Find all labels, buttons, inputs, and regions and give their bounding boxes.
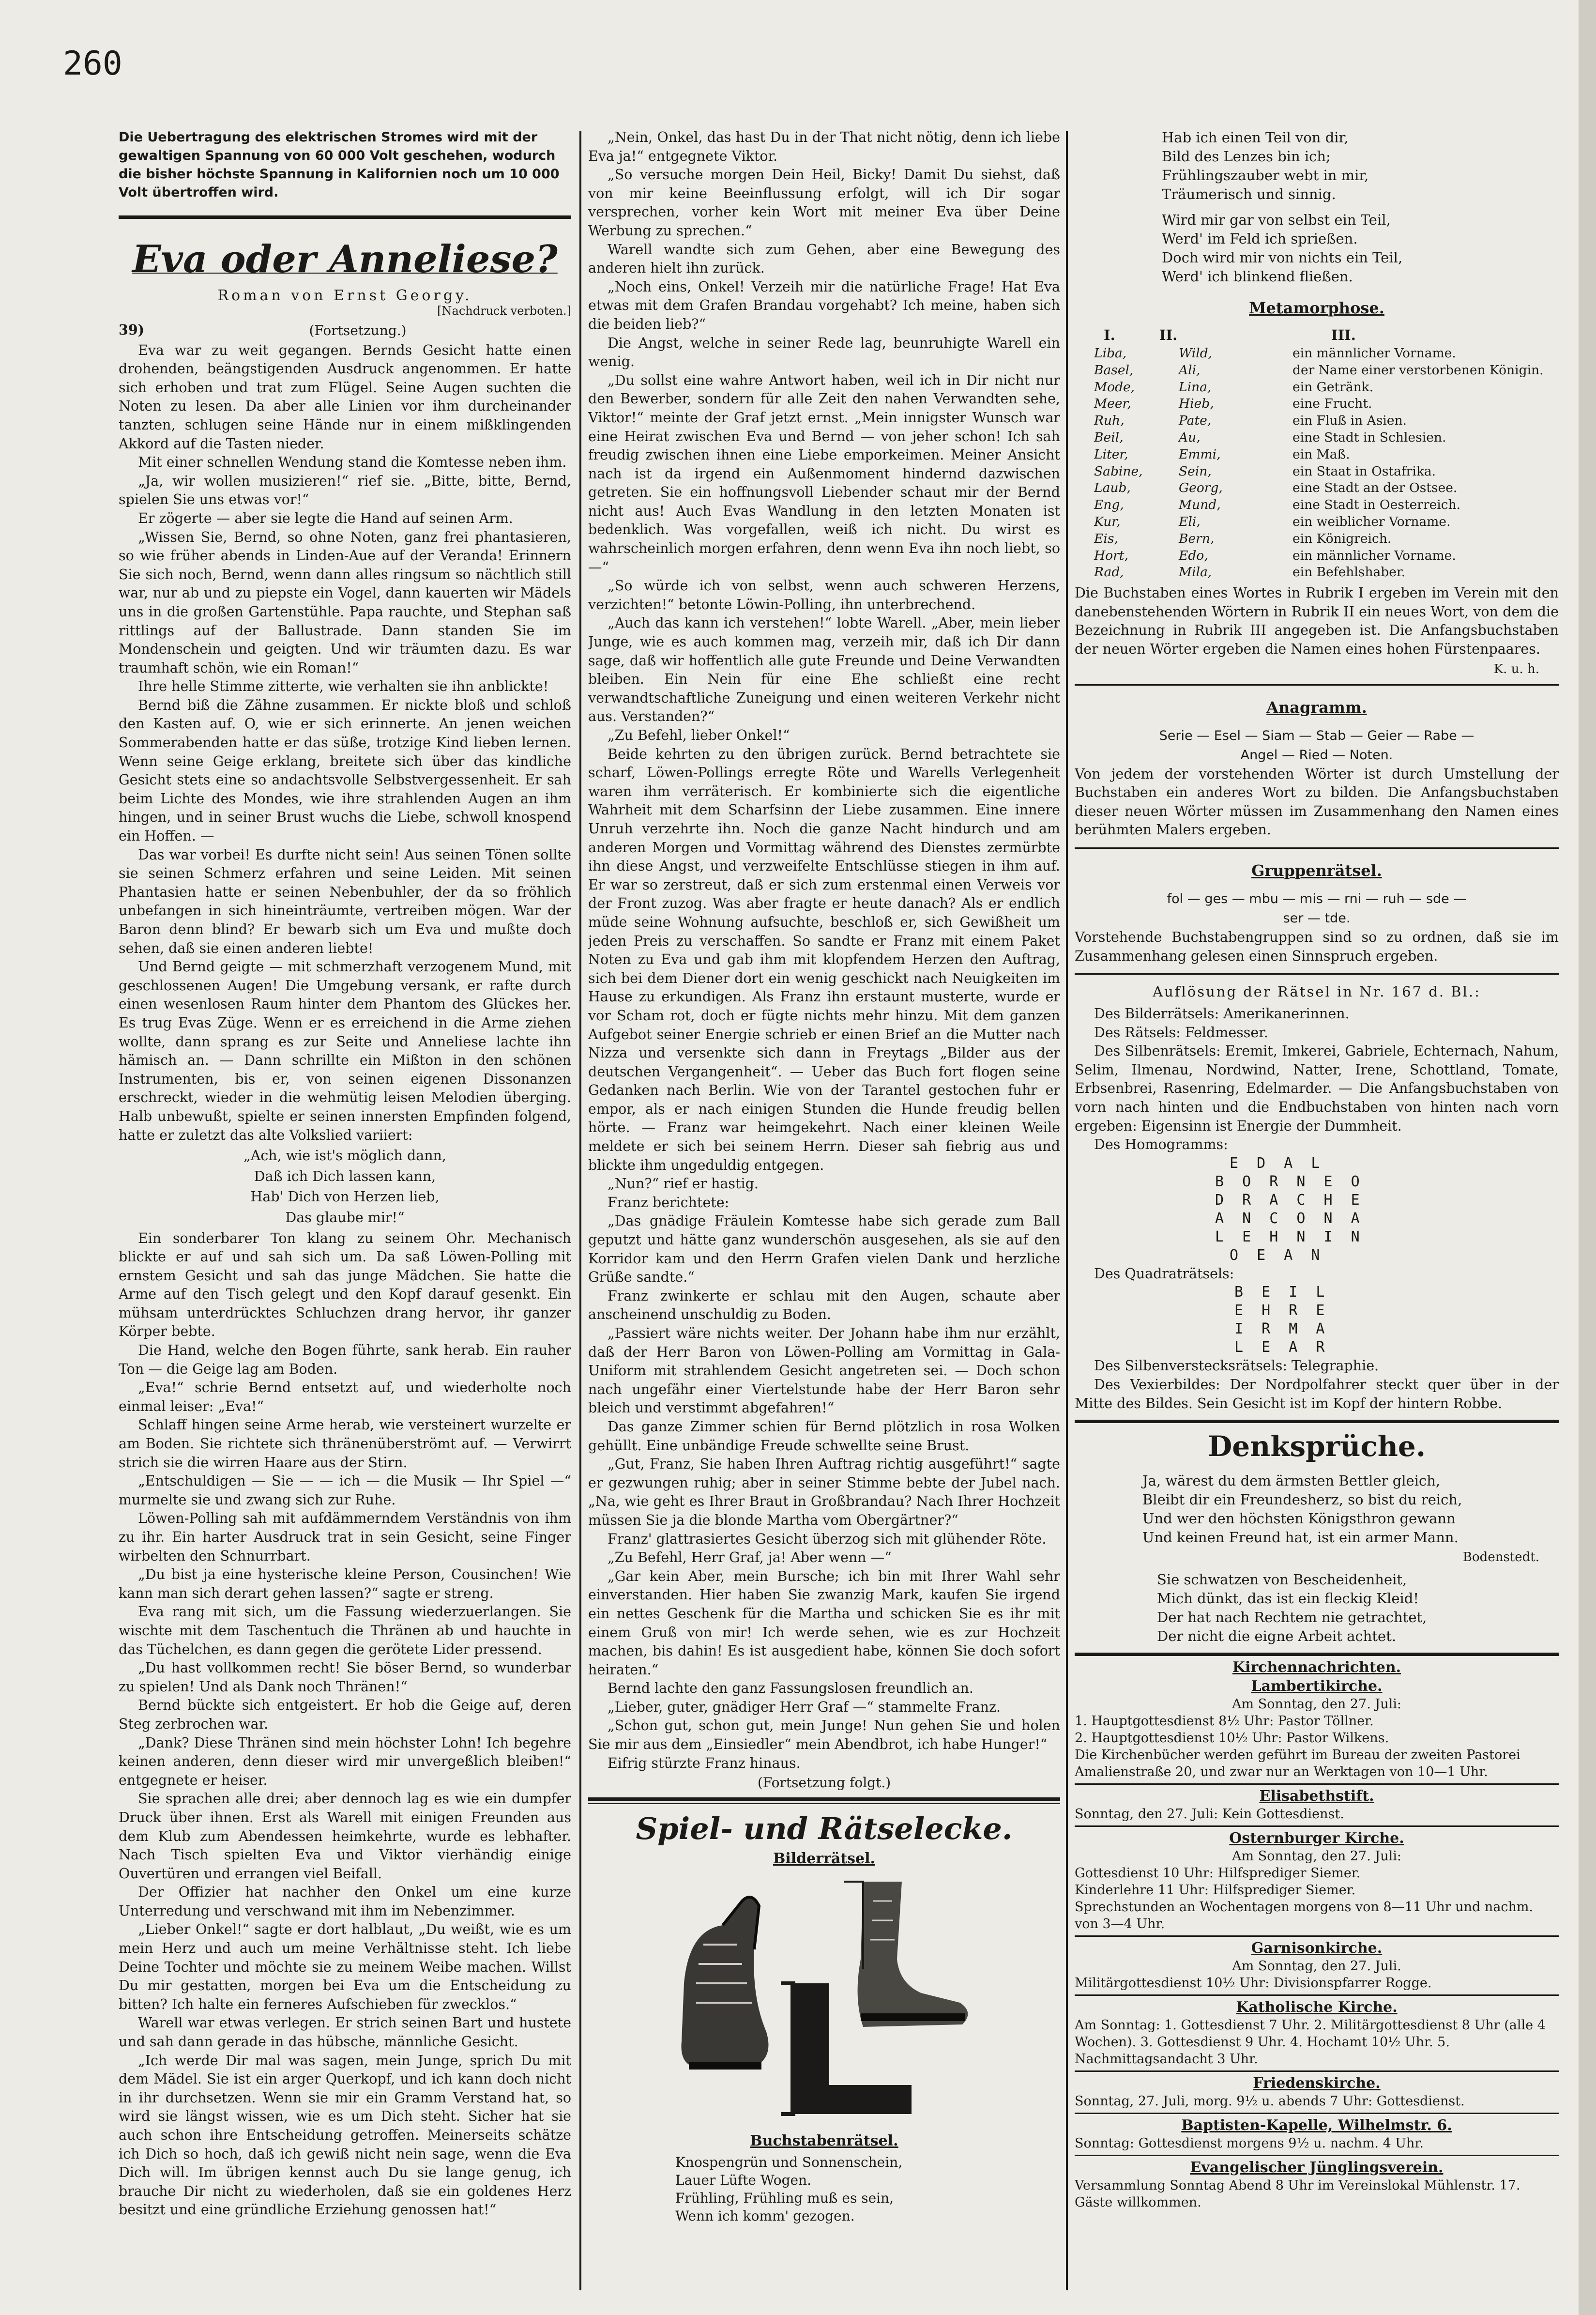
group-instructions: Vorstehende Buchstabengruppen sind so zu ordnen, daß sie im Zusammenhang gelesen einen Sinnspruch ergeben. — [1075, 929, 1559, 964]
group-letters: ser — tde. — [1283, 910, 1351, 926]
divider — [1075, 973, 1559, 975]
story-paragraph: „Das gnädige Fräulein Komtesse habe sich gerade zum Ball geputzt und hätte ganz wunderschön ausgesehen, als sie auf den Korridor kam und den Herrn Grafen vielen Dank und herzliche Grüße sandte.“ — [588, 1213, 1060, 1286]
metamorphose-row — [1075, 497, 1559, 514]
metamorphose-cell: Mila, — [1179, 565, 1212, 580]
folk-song-line: Daß ich Dich lassen kann, — [254, 1168, 436, 1184]
solutions — [1075, 1005, 1559, 1413]
metamorphose-cell: Meer, — [1094, 396, 1131, 412]
grid-row: E H R E — [1234, 1302, 1330, 1319]
column-2 — [588, 128, 1060, 2293]
story-paragraph: „Schon gut, schon gut, mein Junge! Nun gehen Sie und holen Sie mir aus dem „Einsiedler“ mein Abendbrot, ich habe Hunger!“ — [588, 1717, 1060, 1753]
story-paragraph: Er zögerte — aber sie legte die Hand auf seinen Arm. — [138, 510, 513, 526]
metamorphose-cell: Basel, — [1094, 362, 1134, 378]
solution-item: Des Homogramms: — [1094, 1136, 1228, 1153]
metamorphose-cell: Wild, — [1179, 346, 1213, 361]
column-3 — [1075, 128, 1559, 2293]
story-paragraph: „So versuche morgen Dein Heil, Bicky! Damit Du siehst, daß von mir keine Beeinflussung erfolgt, will ich Dir sogar versprechen, vorher kein Wort mit meiner Eva über Deine Werbung zu sprechen.“ — [588, 167, 1060, 239]
grid-row: O E A N — [1230, 1246, 1325, 1264]
church-name: Katholische Kirche. — [1236, 1999, 1398, 2016]
verse-line: Knospengrün und Sonnenschein, — [675, 2154, 903, 2170]
metamorphose-row — [1075, 429, 1559, 446]
metamorphose-cell: ein Getränk. — [1292, 379, 1374, 395]
metamorphose-cell: Laub, — [1094, 480, 1131, 496]
anagram-title: Anagramm. — [1266, 698, 1367, 717]
saying-line: Sie schwatzen von Bescheidenheit, — [1157, 1571, 1407, 1588]
saying-line: Mich dünkt, das ist ein fleckig Kleid! — [1157, 1590, 1419, 1607]
installment-number: 39) — [119, 322, 145, 338]
metamorphose-cell: ein weiblicher Vorname. — [1292, 514, 1451, 529]
story-byline: Roman von Ernst Georgy. — [217, 287, 472, 304]
story-paragraph: Bernd bückte sich entgeistert. Er hob die Geige auf, deren Steg zerbrochen war. — [119, 1697, 571, 1732]
story-paragraph: Bernd biß die Zähne zusammen. Er nickte bloß und schloß den Kasten auf. O, wie er sich erinnerte. An jenen weichen Sommerabenden hatte er das süße, trotzige Kind lieben lernen. Wenn seine Geige erklang, breitete sich über das kindliche Gesicht stets eine so andachtsvolle Selbstvergessenheit. Er sah beim Lichte des Mondes, wie ihre strahlenden Augen an ihm hingen, und in seiner Brust wuchs die Liebe, schwoll knospend ein Hoffen. — — [119, 697, 571, 844]
metamorphose-cell: Emmi, — [1179, 446, 1221, 462]
anagram-words: Angel — Ried — Noten. — [1240, 747, 1393, 763]
reprint-notice: [Nachdruck verboten.] — [437, 304, 571, 318]
metamorphose-cell: Hieb, — [1179, 396, 1214, 412]
church-service-line: Sprechstunden an Wochentagen morgens von 8—11 Uhr und nachm. von 3—4 Uhr. — [1075, 1900, 1534, 1932]
metamorphose-cell: Beil, — [1094, 429, 1124, 445]
story-paragraph: „Gut, Franz, Sie haben Ihren Auftrag richtig ausgeführt!“ sagte er gezwungen ruhig; aber in seiner Stimme bebte der Jubel nach. „Na, wie geht es Ihrer Braut in Großbrandau? Nach Ihrer Hochzeit müssen Sie ja die blonde Martha vom Obergärtner?“ — [588, 1456, 1060, 1528]
column-rule — [1066, 131, 1068, 2290]
church-service-line: Kinderlehre 11 Uhr: Hilfsprediger Siemer. — [1075, 1883, 1356, 1898]
metamorphose-title: Metamorphose. — [1249, 299, 1384, 317]
saying-1 — [1142, 1472, 1559, 1547]
metamorphose-cell: Sabine, — [1094, 463, 1143, 479]
story-text-continued — [588, 128, 1060, 1793]
metamorphose-cell: ein männlicher Vorname. — [1292, 548, 1456, 563]
poem-line: Doch wird mir von nichts ein Teil, — [1162, 249, 1403, 266]
saying-line: Bleibt dir ein Freundesherz, so bist du reich, — [1142, 1491, 1462, 1508]
grid-row: L E H N I N — [1215, 1228, 1365, 1245]
metamorphose-cell: Georg, — [1179, 480, 1223, 496]
divider — [1075, 2155, 1559, 2156]
story-paragraph: „Lieber, guter, gnädiger Herr Graf —“ stammelte Franz. — [608, 1699, 1001, 1715]
saying-author: Bodenstedt. — [1462, 1550, 1539, 1565]
church-service-line: Sonntag, 27. Juli, morg. 9½ u. abends 7 Uhr: Gottesdienst. — [1075, 2094, 1465, 2109]
signature: K. u. h. — [1493, 661, 1539, 676]
story-paragraph: „Eva!“ schrie Bernd entsetzt auf, und wiederholte noch einmal leiser: „Eva!“ — [119, 1380, 571, 1414]
divider — [1075, 1935, 1559, 1937]
poem-line: Werd' im Feld ich sprießen. — [1162, 230, 1358, 247]
column-1 — [119, 128, 571, 2293]
story-paragraph: „Ich werde Dir mal was sagen, mein Junge, sprich Du mit dem Mädel. Sie ist ein arger Querkopf, und ich kann doch nicht in ihr durchsetzen. Wenn sie mir ein Gramm Verstand hat, so wird sie längst wissen, wie es um Dich steht. Sicher hat sie auch schon ihre Entscheidung getroffen. Meinerseits schätze ich Dich so hoch, daß ich gewiß nicht nein sage, wenn die Eva Dich will. Im übrigen kennst auch Du sie lange genug, ich brauche Dir nicht zu wiederholen, daß sie ein goldenes Herz besitzt und eine gründliche Erziehung genossen hat!“ — [119, 2052, 571, 2218]
church-name: Garnisonkirche. — [1251, 1940, 1383, 1957]
story-paragraph: Ihre helle Stimme zitterte, wie verhalten sie ihn anblickte! — [138, 678, 549, 695]
story-paragraph: Eva rang mit sich, um die Fassung wiederzuerlangen. Sie wischte mit dem Taschentuch die Thränen ab und hauchte in das Tüchelchen, es dann gegen die gerötete Lider pressend. — [119, 1604, 571, 1657]
metamorphose-cell: Eng, — [1094, 497, 1124, 513]
story-paragraph: Franz' glattrasiertes Gesicht überzog sich mit glühender Röte. — [608, 1531, 1047, 1547]
sayings-title: Denksprüche. — [1207, 1430, 1426, 1463]
church-service-line: 2. Hauptgottesdienst 10½ Uhr: Pastor Wilkens. — [1075, 1731, 1389, 1746]
church-service-line: Die Kirchenbücher werden geführt im Bureau der zweiten Pastorei Amalienstraße 20, und zwar nur an Werktagen von 10—1 Uhr. — [1075, 1748, 1520, 1780]
story-paragraph: Mit einer schnellen Wendung stand die Komtesse neben ihm. — [138, 454, 567, 471]
metamorphose-instructions: Die Buchstaben eines Wortes in Rubrik I ergeben im Verein mit den danebenstehenden Wörtern in Rubrik II ein neues Wort, von dem die Bezeichnung in Rubrik III angegeben ist. Die Anfangsbuchstaben der neuen Wörter ergeben die Namen eines hohen Fürstenpaares. — [1075, 585, 1559, 657]
divider — [588, 1803, 1060, 1804]
column-rule — [579, 131, 581, 2290]
story-paragraph: „Entschuldigen — Sie — — ich — die Musik — Ihr Spiel —“ murmelte sie und zwang sich zur Ruhe. — [119, 1473, 571, 1508]
metamorphose-row — [1075, 413, 1559, 429]
story-paragraph: Der Offizier hat nachher den Onkel um eine kurze Unterredung und verschwand mit ihm im Nebenzimmer. — [119, 1884, 571, 1919]
story-paragraph: Schlaff hingen seine Arme herab, wie versteinert wurzelte er am Boden. Sie richtete sich thränenüberströmt auf. — Verwirrt strich sie die wirren Haare aus der Stirn. — [119, 1417, 571, 1471]
divider — [1075, 1420, 1559, 1423]
metamorphose-cell: der Name einer verstorbenen Königin. — [1292, 362, 1544, 378]
anagram-words: Serie — Esel — Siam — Stab — Geier — Rabe — — [1159, 728, 1474, 743]
saying-line: Der nicht die eigne Arbeit achtet. — [1157, 1628, 1397, 1645]
metamorphose-cell: ein Maß. — [1292, 446, 1350, 462]
grid-row: D R A C H E — [1215, 1191, 1365, 1209]
story-paragraph: „So würde ich von selbst, wenn auch schweren Herzens, verzichten!“ betonte Löwin-Polling, ihn unterbrechend. — [588, 578, 1060, 613]
church-service-line: Am Sonntag, den 27. Juli. — [1232, 1959, 1401, 1974]
metamorphose-cell: ein Befehlshaber. — [1292, 565, 1406, 580]
story-paragraph: „Zu Befehl, Herr Graf, ja! Aber wenn —“ — [608, 1549, 892, 1566]
electricity-notice: Die Uebertragung des elektrischen Stromes wird mit der gewaltigen Spannung von 60 000 Volt geschehen, wodurch die bisher höchste Spannung in Kalifornien noch um 10 000 Volt übertroffen wird. — [119, 130, 560, 200]
church-name: Osternburger Kirche. — [1229, 1830, 1404, 1847]
picture-puzzle-illustration — [669, 1872, 979, 2124]
grid-row: I R M A — [1234, 1320, 1330, 1338]
metamorphose-cell: Liba, — [1094, 346, 1127, 361]
metamorphose-cell: ein Staat in Ostafrika. — [1292, 463, 1436, 479]
metamorphose-cell: Pate, — [1179, 413, 1212, 429]
metamorphose-cell: Mund, — [1179, 497, 1221, 513]
metamorphose-row — [1075, 514, 1559, 531]
to-be-continued: (Fortsetzung folgt.) — [757, 1775, 891, 1791]
church-service-line: Versammlung Sonntag Abend 8 Uhr im Vereinslokal Mühlenstr. 17. Gäste willkommen. — [1075, 2178, 1520, 2210]
church-service-line: Militärgottesdienst 10½ Uhr: Divisionspfarrer Rogge. — [1075, 1976, 1432, 1991]
metamorphose-row — [1075, 564, 1559, 581]
story-paragraph: Franz zwinkerte er schlau mit den Augen, schaute aber anscheinend unschuldig zu Boden. — [588, 1288, 1060, 1323]
grid-row: B O R N E O — [1215, 1173, 1365, 1190]
church-service-line: Gottesdienst 10 Uhr: Hilfsprediger Siemer. — [1075, 1866, 1361, 1881]
poem-line: Werd' ich blinkend fließen. — [1162, 268, 1353, 285]
verse-line: Frühling, Frühling muß es sein, — [675, 2190, 894, 2206]
solution-item: Des Rätsels: Feldmesser. — [1094, 1024, 1268, 1041]
story-paragraph: „Noch eins, Onkel! Verzeih mir die natürliche Frage! Hat Eva etwas mit dem Grafen Brandau vorgehabt? Ich meine, haben sich die beiden lieb?“ — [588, 278, 1060, 332]
story-paragraph: „Du bist ja eine hysterische kleine Person, Cousinchen! Wie kann man sich derart gehen lassen?“ sagte er streng. — [119, 1566, 571, 1601]
solution-item: Des Vexierbildes: Der Nordpolfahrer steckt quer über in der Mitte des Bildes. Sein Gesicht ist im Kopf der hintern Robbe. — [1075, 1377, 1559, 1411]
church-news-title: Kirchennachrichten. — [1232, 1659, 1401, 1676]
puzzle-corner-title: Spiel- und Rätselecke. — [636, 1810, 1013, 1846]
metamorphose-cell: ein Fluß in Asien. — [1292, 413, 1407, 429]
group-puzzle-title: Gruppenrätsel. — [1251, 861, 1382, 880]
church-service-line: Am Sonntag, den 27. Juli: — [1232, 1849, 1401, 1864]
square-grid — [1234, 1283, 1559, 1357]
metamorphose-cell: Lina, — [1179, 379, 1212, 395]
divider — [1075, 2070, 1559, 2072]
metamorphose-row — [1075, 548, 1559, 565]
divider — [1075, 1994, 1559, 1996]
folk-song-line: Das glaube mir!“ — [285, 1209, 405, 1226]
metamorphose-row — [1075, 531, 1559, 548]
story-paragraph: Eva war zu weit gegangen. Bernds Gesicht hatte einen drohenden, beängstigenden Ausdruck angenommen. Er hatte sich erhoben und trat zum Flügel. Seine Augen suchten die Noten zu lesen. Da aber alle Linien vor ihm durcheinander tanzten, schlugen seine Hände nur in einem mißklingenden Akkord auf die Tasten nieder. — [119, 342, 571, 452]
story-paragraph: Sie sprachen alle drei; aber dennoch lag es wie ein dumpfer Druck über ihnen. Erst als Warell mit einigen Freunden aus dem Klub zum Abendessen heimkehrte, wurde es lebhafter. Nach Tisch spielten Eva und Viktor vierhändig einige Ouvertüren und errangen viel Beifall. — [119, 1791, 571, 1882]
divider — [1075, 1825, 1559, 1827]
church-service-line: Am Sonntag, den 27. Juli: — [1232, 1697, 1401, 1712]
story-paragraph: „Passiert wäre nichts weiter. Der Johann habe ihm nur erzählt, daß der Herr Baron von Löwen-Polling am Vormittag in Gala-Uniform mit strahlendem Gesicht angetreten sei. — Doch schon nach ungefähr einer Viertelstunde habe der Herr Baron sehr bleich und verstimmt abgefahren!“ — [588, 1325, 1060, 1416]
church-service-line: Am Sonntag: 1. Gottesdienst 7 Uhr. 2. Militärgottesdienst 8 Uhr (alle 4 Wochen). 3. Gottesdienst 9 Uhr. 4. Hochamt 10½ Uhr. 5. Nachmittagsandacht 3 Uhr. — [1075, 2018, 1546, 2067]
metamorphose-cell: ein männlicher Vorname. — [1292, 346, 1456, 361]
story-paragraph: Franz berichtete: — [608, 1194, 730, 1211]
story-paragraph: Ein sonderbarer Ton klang zu seinem Ohr. Mechanisch blickte er auf und sah sich um. Da saß Löwen-Polling mit ernstem Gesicht und sah das junge Mädchen. Sie hatte die Arme auf den Tisch gelegt und den Kopf darauf gesenkt. Ein mühsam unterdrücktes Schluchzen drang hervor, ihr ganzer Körper bebte. — [119, 1230, 571, 1340]
grid-row: E D A L — [1230, 1154, 1325, 1172]
page-edge — [1579, 0, 1596, 2315]
homogram-grid — [1215, 1154, 1559, 1265]
church-service-line: 1. Hauptgottesdienst 8½ Uhr: Pastor Töllner. — [1075, 1714, 1374, 1729]
story-title: Eva oder Anneliese? — [132, 237, 558, 281]
metamorphose-cell: Eli, — [1179, 514, 1201, 529]
poem-line: Frühlingszauber webt in mir, — [1162, 167, 1369, 184]
divider — [1075, 2113, 1559, 2114]
saying-line: Und keinen Freund hat, ist ein armer Mann. — [1142, 1529, 1459, 1546]
metamorphose-headers — [1075, 327, 1559, 343]
metamorphose-cell: eine Stadt in Oesterreich. — [1292, 497, 1461, 513]
church-service-line: Sonntag, den 27. Juli: Kein Gottesdienst. — [1075, 1807, 1344, 1822]
story-paragraph: „Zu Befehl, lieber Onkel!“ — [608, 727, 790, 743]
story-paragraph: Das ganze Zimmer schien für Bernd plötzlich in rosa Wolken gehüllt. Eine unbändige Freude schwellte seine Brust. — [588, 1418, 1060, 1454]
metamorphose-cell: Eis, — [1094, 531, 1118, 546]
story-paragraph: Warell war etwas verlegen. Er strich seinen Bart und hustete und sah dann gerade in das hübsche, männliche Gesicht. — [119, 2015, 571, 2050]
metamorphose-cell: Kur, — [1094, 514, 1121, 529]
church-service-line: Sonntag: Gottesdienst morgens 9½ u. nachm. 4 Uhr. — [1075, 2136, 1424, 2151]
story-paragraph: Eifrig stürzte Franz hinaus. — [608, 1755, 801, 1771]
verse-line: Lauer Lüfte Wogen. — [675, 2172, 812, 2188]
metamorphose-row — [1075, 379, 1559, 396]
metamorphose-row — [1075, 463, 1559, 480]
church-name: Evangelischer Jünglingsverein. — [1190, 2159, 1444, 2177]
story-paragraph: „Wissen Sie, Bernd, so ohne Noten, ganz frei phantasieren, so wie früher abends in Linden-Aue auf der Veranda! Erinnern Sie sich noch, Bernd, wenn dann alles ringsum so nächtlich still war, nur ab und zu piepste ein Vogel, dann kauerten wir Mädels uns in die großen Gartenstühle. Papa rauchte, und Stephan saß rittlings auf der Ballustrade. Dann standen Sie im Mondenschein und geigten. Und wir träumten dazu. Es war traumhaft schön, wie ein Roman!“ — [119, 529, 571, 676]
story-paragraph: „Nein, Onkel, das hast Du in der That nicht nötig, denn ich liebe Eva ja!“ entgegnete Viktor. — [588, 129, 1060, 164]
story-paragraph: „Gar kein Aber, mein Bursche; ich bin mit Ihrer Wahl sehr einverstanden. Hier haben Sie zwanzig Mark, kaufen Sie irgend ein nettes Geschenk für die Martha und schicken Sie es ihr mit einem Gruß von mir! Ich werde sehen, wie es zur Hochzeit machen, bis dahin! Es ist ausgedient habe, können Sie doch sofort heiraten.“ — [588, 1568, 1060, 1678]
metamorphose-cell: ein Königreich. — [1292, 531, 1392, 546]
metamorphose-cell: eine Stadt an der Ostsee. — [1292, 480, 1458, 496]
saying-line: Und wer den höchsten Königsthron gewann — [1142, 1510, 1456, 1527]
story-paragraph: Und Bernd geigte — mit schmerzhaft verzogenem Mund, mit geschlossenen Augen! Die Umgebung versank, er rafte durch einen wesenlosen Raum hinter dem Phantom des Glückes her. Es trug Evas Züge. Wenn er es erreichend in die Arme ziehen wollte, dann sprang es zur Seite und Anneliese lachte ihn hämisch an. — Dann schrillte ein Mißton in den schönen Instrumenten, bis er, von seinen eigenen Dissonanzen erschreckt, wieder in die wehmütig leisen Melodien überging. Halb unbewußt, spielte er seinen innersten Empfinden folgend, hatte er zuletzt das alte Volkslied variiert: — [119, 959, 571, 1143]
poem-line: Bild des Lenzes bin ich; — [1162, 148, 1331, 165]
church-name: Elisabethstift. — [1259, 1788, 1374, 1805]
story-paragraph: Löwen-Polling sah mit aufdämmerndem Verständnis von ihm zu ihr. Ein harter Ausdruck trat in sein Gesicht, seine Finger wirbelten den Schnurrbart. — [119, 1510, 571, 1564]
metamorphose-cell: eine Stadt in Schlesien. — [1292, 429, 1446, 445]
header-ii: II. — [1159, 327, 1178, 343]
story-paragraph: Warell wandte sich zum Gehen, aber eine Bewegung des anderen hielt ihn zurück. — [588, 241, 1060, 276]
divider — [119, 215, 571, 219]
story-paragraph: „Dank? Diese Thränen sind mein höchster Lohn! Ich begehre keinen anderen, denn dieser wird mir unvergeßlich bleiben!“ entgegnete er heiser. — [119, 1734, 571, 1788]
header-iii: III. — [1331, 327, 1356, 343]
divider — [1075, 1653, 1559, 1656]
solution-item: Des Silbenverstecksrätsels: Telegraphie. — [1094, 1358, 1379, 1374]
saying-2 — [1157, 1570, 1559, 1646]
metamorphose-row — [1075, 446, 1559, 463]
metamorphose-row — [1075, 396, 1559, 413]
verse-line: Wenn ich komm' gezogen. — [675, 2208, 855, 2224]
divider — [1075, 1783, 1559, 1785]
page-number: 260 — [63, 45, 122, 83]
story-paragraph: „Nun?“ rief er hastig. — [608, 1176, 759, 1192]
metamorphose-cell: Rad, — [1094, 565, 1124, 580]
metamorphose-cell: Ali, — [1179, 362, 1201, 378]
metamorphose-cell: Bern, — [1179, 531, 1215, 546]
solution-item: Des Bilderrätsels: Amerikanerinnen. — [1094, 1006, 1350, 1022]
solutions-title: Auflösung der Rätsel in Nr. 167 d. Bl.: — [1153, 983, 1481, 1000]
solution-item: Des Silbenrätsels: Eremit, Imkerei, Gabriele, Echternach, Nahum, Selim, Ilmenau, Nordwind, Natter, Irene, Schottland, Tomate, Erbsenbrei, Rasenring, Edelmarder. — Die Anfangsbuchstaben von vorn nach hinten und die Endbuchstaben von hinten nach vorn ergeben: Eigensinn ist Energie der Dummheit. — [1075, 1043, 1559, 1134]
story-paragraph: Beide kehrten zu den übrigen zurück. Bernd betrachtete sie scharf, Löwen-Pollings erregte Röte und Warells Verlegenheit waren ihm verräterisch. Er kombinierte sich die eigentliche Wahrheit mit dem Scharfsinn der Liebe zusammen. Eine innere Unruh verzehrte ihn. Noch die ganze Nacht hindurch und am anderen Morgen und Vormittag während des Dienstes zermürbte ihn diese Angst, und verzweifelte Entschlüsse stiegen in ihm auf. Er war so zerstreut, daß er sich zum erstenmal einen Verweis vor der Front zuzog. Was aber fragte er heute danach? Als er endlich müde seine Wohnung aufsuchte, beschloß er, sich Gewißheit um jeden Preis zu verschaffen. So sandte er Franz mit einem Paket Noten zu Eva und gab ihm mit klopfendem Herzen den Auftrag, sich bei dem Diener dort ein wenig geschickt nach Neuigkeiten im Hause zu erkundigen. Als Franz ihn erstaunt musterte, wurde er vor Scham rot, doch er fügte nichts mehr hinzu. Mit dem ganzen Aufgebot seiner Energie schrieb er einen Brief an die Mutter nach Nizza und versenkte sich dann in Freytags „Bilder aus der deutschen Vergangenheit“. — Ueber das Buch fort flogen seine Gedanken nach Berlin. Wie von der Tarantel gestochen fuhr er empor, als er nach einigen Stunden die Hunde freudig bellen hörte. — Franz war heimgekehrt. Nach einer kleinen Weile meldete er sich bei seinem Herrn. Dieser sah fiebrig aus und blickte ihm ungeduldig entgegen. — [588, 746, 1060, 1173]
letter-puzzle-title: Buchstabenrätsel. — [750, 2132, 898, 2149]
grid-row: L E A R — [1234, 1339, 1330, 1356]
grid-row: A N C O N A — [1215, 1210, 1365, 1227]
poem-line: Hab ich einen Teil von dir, — [1162, 129, 1349, 146]
header-i: I. — [1104, 327, 1115, 343]
metamorphose-row — [1075, 362, 1559, 379]
metamorphose-cell: Mode, — [1094, 379, 1135, 395]
metamorphose-cell: Liter, — [1094, 446, 1128, 462]
metamorphose-cell: Hort, — [1094, 548, 1128, 563]
metamorphose-cell: Edo, — [1179, 548, 1208, 563]
story-paragraph: „Auch das kann ich verstehen!“ lobte Warell. „Aber, mein lieber Junge, wie es auch kommen mag, verzeih mir, daß ich Dir dann sage, daß wir hoffentlich alle gute Freunde und Deine Verwandten bleiben. Ein Nein für eine Ehe schließt eine recht verwandtschaftliche Zuneigung und einen weiteren Verkehr nicht aus. Verstanden?“ — [588, 615, 1060, 725]
solution-item: Des Quadraträtsels: — [1094, 1265, 1234, 1282]
divider — [1075, 684, 1559, 686]
anagram-instructions: Von jedem der vorstehenden Wörter ist durch Umstellung der Buchstaben ein anderes Wort zu bilden. Die Anfangsbuchstaben dieser neuen Wörter müssen im Zusammenhang den Namen eines berühmten Malers ergeben. — [1075, 766, 1559, 838]
metamorphose-table — [1075, 345, 1559, 581]
metamorphose-cell: Au, — [1179, 429, 1201, 445]
divider — [588, 1797, 1060, 1801]
story-paragraph: „Lieber Onkel!“ sagte er dort halblaut, „Du weißt, wie es um mein Herz und auch um meine Verhältnisse steht. Ich liebe Deine Tochter und möchte sie zu meinem Weibe machen. Willst Du mir gestatten, morgen bei Eva um die Entscheidung zu bitten? Ich halte ein ferneres Aufschieben für zwecklos.“ — [119, 1921, 571, 2012]
letter-puzzle-verse — [675, 2153, 1060, 2225]
riddle-poem — [1162, 128, 1559, 286]
poem-line: Wird mir gar von selbst ein Teil, — [1162, 212, 1391, 228]
folk-song-line: „Ach, wie ist's möglich dann, — [243, 1148, 446, 1164]
metamorphose-cell: eine Frucht. — [1292, 396, 1372, 412]
story-paragraph: „Du sollst eine wahre Antwort haben, weil ich in Dir nicht nur den Bewerber, sondern für alle Zeit den nahen Verwandten sehe, Viktor!“ meinte der Graf jetzt ernst. „Mein innigster Wunsch war eine Heirat zwischen Eva und Bernd — von jeher schon! Ich sah freudig zwischen ihnen eine Liebe emporkeimen. Meiner Ansicht nach ist da irgend ein Außenmoment hindernd dazwischen getreten. Sie ein hoffnungsvoll Liebender schaut mir der Bernd nicht aus! Auch Evas Wandlung in den letzten Monaten ist bedenklich. Was vorgefallen, weiß ich nicht. Du wirst es wahrscheinlich morgen erfahren, denn wenn Eva ihn noch liebt, so —“ — [588, 372, 1060, 575]
poem-line: Träumerisch und sinnig. — [1162, 186, 1336, 202]
metamorphose-row — [1075, 345, 1559, 362]
story-text — [119, 321, 571, 2220]
folk-song-line: Hab' Dich von Herzen lieb, — [250, 1189, 440, 1205]
metamorphose-row — [1075, 480, 1559, 497]
picture-puzzle-title: Bilderrätsel. — [773, 1850, 875, 1867]
saying-line: Der hat nach Rechtem nie getrachtet, — [1157, 1609, 1427, 1626]
story-paragraph: „Ja, wir wollen musizieren!“ rief sie. „Bitte, bitte, Bernd, spielen Sie uns etwas vor!“ — [119, 473, 571, 508]
church-name: Friedenskirche. — [1253, 2075, 1381, 2092]
church-news — [1075, 1678, 1559, 2211]
metamorphose-cell: Ruh, — [1094, 413, 1125, 429]
grid-row: B E I L — [1234, 1284, 1330, 1301]
story-paragraph: Die Hand, welche den Bogen führte, sank herab. Ein rauher Ton — die Geige lag am Boden. — [119, 1342, 571, 1377]
story-paragraph: Bernd lachte den ganz Fassungslosen freundlich an. — [608, 1680, 973, 1697]
church-name: Lambertikirche. — [1251, 1678, 1383, 1695]
continued-label: (Fortsetzung.) — [309, 322, 407, 338]
story-paragraph: Das war vorbei! Es durfte nicht sein! Aus seinen Tönen sollte sie seinen Schmerz erfahren und seine Leiden. Mit seinen Phantasien hatte er seinen Nebenbuhler, der da so fröhlich unbefangen in sich hineinträumte, vertreiben mögen. War der Baron denn blind? Er bewarb sich um Eva und mußte doch sehen, daß sie einen anderen liebte! — [119, 846, 571, 956]
saying-line: Ja, wärest du dem ärmsten Bettler gleich, — [1142, 1472, 1441, 1489]
divider — [1075, 847, 1559, 849]
church-name: Baptisten-Kapelle, Wilhelmstr. 6. — [1181, 2117, 1452, 2134]
story-paragraph: „Du hast vollkommen recht! Sie böser Bernd, so wunderbar zu spielen! Und als Dank noch Thränen!“ — [119, 1660, 571, 1695]
story-paragraph: Die Angst, welche in seiner Rede lag, beunruhigte Warell ein wenig. — [588, 335, 1060, 370]
group-letters: fol — ges — mbu — mis — rni — ruh — sde — — [1167, 891, 1467, 906]
metamorphose-cell: Sein, — [1179, 463, 1212, 479]
